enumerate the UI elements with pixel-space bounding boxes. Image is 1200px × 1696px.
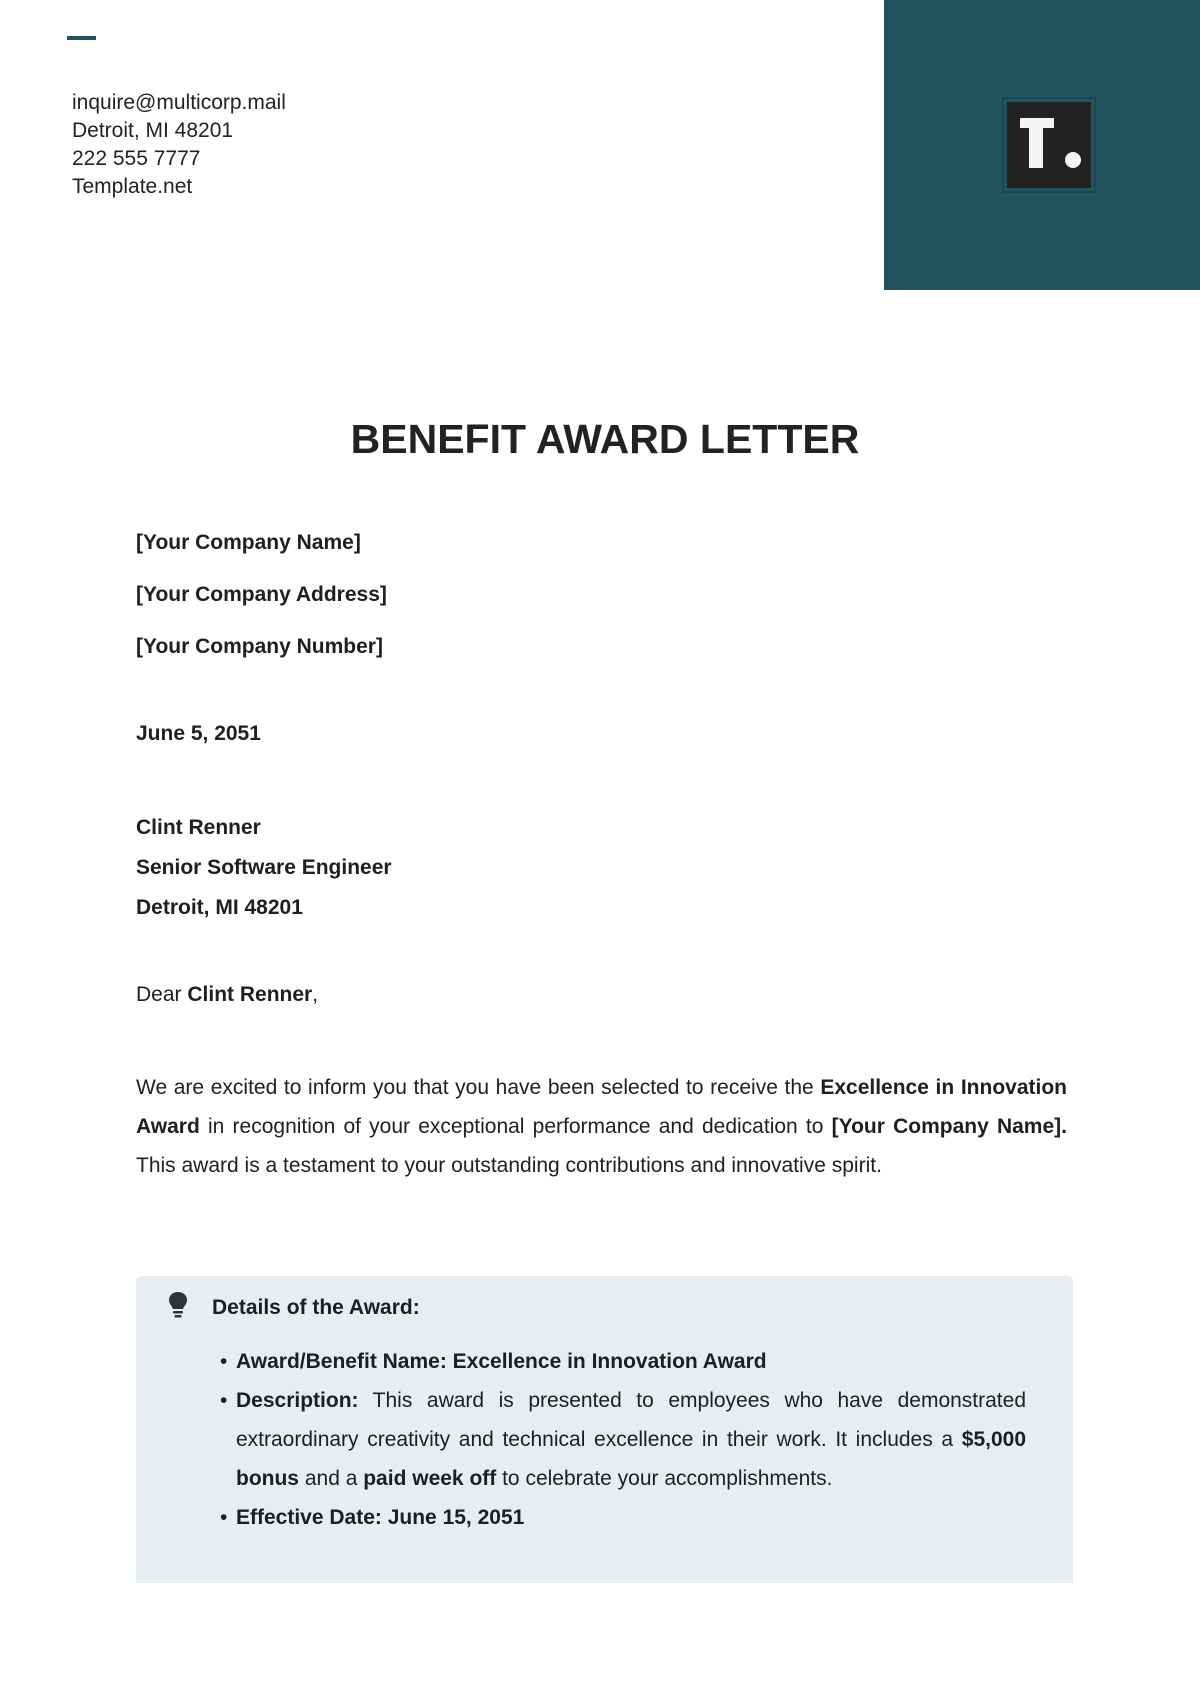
company-name: [Your Company Name] [136, 531, 361, 554]
text: in recognition of your exceptional performance and dedication to [199, 1115, 832, 1138]
company-block [136, 528, 387, 684]
salutation [136, 983, 318, 1007]
contact-phone: 222 555 7777 [72, 147, 201, 170]
contact-info [72, 89, 286, 201]
body-paragraph [136, 1068, 1067, 1185]
salutation-suffix: , [312, 983, 319, 1006]
award-name: Excellence in Innovation Award [136, 1076, 1067, 1138]
text: and a [299, 1467, 364, 1490]
contact-email: inquire@multicorp.mail [72, 91, 286, 114]
company-address: [Your Company Address] [136, 583, 387, 606]
page-title: BENEFIT AWARD LETTER [350, 416, 860, 462]
award-benefit-name: Award/Benefit Name: Excellence in Innovation Award [236, 1350, 767, 1373]
text: This award is presented to employees who have demonstrated extraordinary creativity and technical excellence in their work. It includes a [236, 1389, 1026, 1451]
award-details-box [136, 1276, 1073, 1583]
details-title: Details of the Award: [212, 1296, 420, 1319]
recipient-name: Clint Renner [136, 816, 261, 839]
recipient-block [136, 813, 392, 933]
recipient-address: Detroit, MI 48201 [136, 896, 303, 919]
effective-date: Effective Date: June 15, 2051 [236, 1506, 525, 1529]
salutation-prefix: Dear [136, 983, 188, 1006]
accent-dash [67, 36, 96, 40]
lightbulb-icon [166, 1291, 190, 1321]
list-item [220, 1498, 1026, 1537]
week-off: paid week off [363, 1467, 497, 1490]
list-item [220, 1342, 1026, 1381]
recipient-title: Senior Software Engineer [136, 856, 392, 879]
text: to celebrate your accomplishments. [496, 1467, 833, 1490]
company-number: [Your Company Number] [136, 635, 383, 658]
list-item [220, 1381, 1026, 1498]
details-list [220, 1342, 1026, 1537]
contact-address: Detroit, MI 48201 [72, 119, 234, 142]
contact-website: Template.net [72, 175, 193, 198]
text: This award is a testament to your outstanding contributions and innovative spirit. [136, 1154, 882, 1177]
letter-date: June 5, 2051 [136, 722, 261, 745]
text: We are excited to inform you that you have been selected to receive the [136, 1076, 821, 1099]
bonus: $5,000 bonus [236, 1428, 1026, 1490]
description-label: Description: [236, 1389, 359, 1412]
company-name-ref: [Your Company Name]. [831, 1115, 1067, 1138]
logo [1002, 97, 1096, 193]
salutation-name: Clint Renner [187, 983, 313, 1006]
